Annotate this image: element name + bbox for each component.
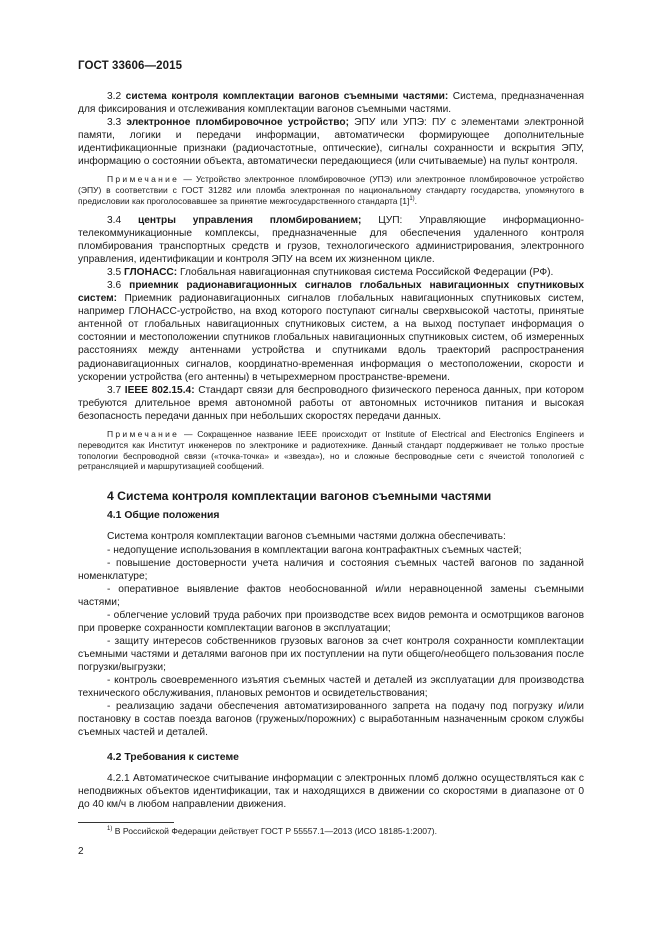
- list-item: - облегчение условий труда рабочих при производстве всех видов ремонта и осмотрщиков вагонов при проверке сохранности комплектации вагонов в эксплуатации;: [78, 609, 584, 634]
- list-item: - контроль своевременного изъятия съемных частей и деталей из эксплуатации для производства технического обслуживания, плановых ремонтов и освидетельствования;: [78, 674, 584, 700]
- note-label: Примечание: [107, 428, 180, 439]
- subsection-4-1-heading: 4.1 Общие положения: [107, 510, 220, 522]
- footnote-mark: 1): [107, 826, 113, 833]
- definition-3-6: 3.6 приемник радионавигационных сигналов глобальных навигационных спутниковых систем: Приемник радионавигационных сигналов глобальных навигационных спутниковых систем, например ГЛОНАСС-устройство, на вход которого поступают сигналы сверхвысокой частоты, принятые антенной от глобальных навигационных спутниковых систем, а на выход поступает информация о состоянии и местоположении спутников глобальных навигационных спутниковых систем, об измеренных расстояниях между антеннами устройства и спутниками вдоль траекторий распространения радионавигационных сигналов, координатно-временная информация о местоположении, скорости и ускорении устройства (его антенны) в четырехмерном пространстве-времени.: [78, 280, 584, 383]
- list-item: - повышение достоверности учета наличия и состояния съемных частей вагонов по заданной номенклатуре;: [78, 557, 584, 582]
- note-label: Примечание: [107, 174, 180, 185]
- term: ГЛОНАСС:: [124, 267, 178, 279]
- paragraph-4-2-1: 4.2.1 Автоматическое считывание информации с электронных пломб должно осуществляться как с неподвижных объектов идентификации, так и находящихся в движении со скоростями в диапазоне от 0 до 40 км/ч в любом направлении движения.: [78, 773, 584, 811]
- term: центры управления пломбированием;: [137, 215, 362, 226]
- term: IEEE 802.15.4:: [124, 384, 195, 396]
- definition-3-7: 3.7 IEEE 802.15.4: Стандарт связи для беспроводного физического переноса данных, при котором требуются длительное время автономной работы от автономных источников питания и высокая безопасность передачи данных при небольших скоростях передачи данных.: [78, 384, 584, 422]
- document-header: ГОСТ 33606—2015: [78, 60, 183, 72]
- term: электронное пломбировочное устройство;: [126, 117, 349, 129]
- list-item: - оперативное выявление фактов необоснованной и/или неравноценной замены съемными частями;: [78, 583, 584, 608]
- section-4-heading: 4 Система контроля комплектации вагонов съемными частями: [107, 489, 492, 504]
- section-4-1-intro: Система контроля комплектации вагонов съемными частями должна обеспечивать:: [107, 531, 506, 543]
- requirements-list: [78, 544, 584, 740]
- note-1: Примечание — Устройство электронное пломбировочное (УПЭ) или электронное пломбировочное устройство (ЭПУ) в соответствии с ГОСТ 31282 или пломба электронная по национальному стандарту государства, упомянутого в предисловии как проголосовавшее за принятие межгосударственного стандарта $[1]^{1)}$.: [78, 174, 584, 207]
- list-item: - реализацию задачи обеспечения автоматизированного запрета на подачу под погрузку и/или постановку в состав поезда вагонов (груженых/порожних) с выработанным назначенным сроком службы съемных частей и деталей.: [78, 701, 584, 739]
- list-item: - защиту интересов собственников грузовых вагонов за счет контроля сохранности комплектации съемными частями и деталями вагонов при их поступлении на пути общего/необщего пользования после погрузки/выгрузки;: [78, 635, 584, 673]
- definition-3-4: 3.4 центры управления пломбированием; ЦУП: Управляющие информационно-телекоммуникационные комплексы, предназначенные для обеспечения удаленного контроля пломбирования транспортных средств и грузов, технологического администрирования, электронного управления, идентификации и контроля ЭПУ на всем их жизненном цикле.: [78, 215, 584, 266]
- list-item: - недопущение использования в комплектации вагона контрафактных съемных частей;: [107, 544, 522, 556]
- definition-3-5: 3.5 ГЛОНАСС: Глобальная навигационная спутниковая система Российской Федерации (РФ).: [107, 267, 554, 279]
- term: система контроля комплектации вагонов съемными частями:: [125, 91, 449, 102]
- definition-3-3: 3.3 электронное пломбировочное устройство; ЭПУ или УПЭ: ПУ с элементами электронной памяти, логики и передачи информации, автоматически формирующее дополнительные идентификационные признаки (радиочастотные, оптические), сигналы сохранности и вскрытия ЭПУ, информацию о состоянии объекта, автоматически передающиеся (или считываемые) на пульт контроля.: [78, 117, 584, 168]
- term: приемник радионавигационных сигналов глобальных навигационных спутниковых систем:: [78, 280, 584, 305]
- footnote: $^{1)}$ В Российской Федерации действует ГОСТ Р 55557.1—2013 (ИСО 18185-1:2007).: [107, 826, 438, 836]
- subsection-4-2-heading: 4.2 Требования к системе: [107, 752, 239, 764]
- footnote-separator: [78, 822, 174, 823]
- note-2: Примечание — Сокращенное название IEEE происходит от Institute of Electrical and Electronics Engineers и переводится как Институт инженеров по электронике и радиотехнике. Данный стандарт поддерживает не только простые топологии беспроводной связи («точка-точка» и «звезда»), но и сложные беспроводные сети с ячеистой топологией с ретрансляцией и маршрутизацией сообщений.: [78, 428, 584, 472]
- definition-3-2: 3.2 система контроля комплектации вагонов съемными частями: Система, предназначенная для фиксирования и отслеживания комплектации вагонов съемными частями.: [78, 91, 584, 116]
- footnote-ref: 1): [409, 196, 415, 203]
- page-number: 2: [78, 846, 84, 857]
- page-content: [78, 90, 584, 811]
